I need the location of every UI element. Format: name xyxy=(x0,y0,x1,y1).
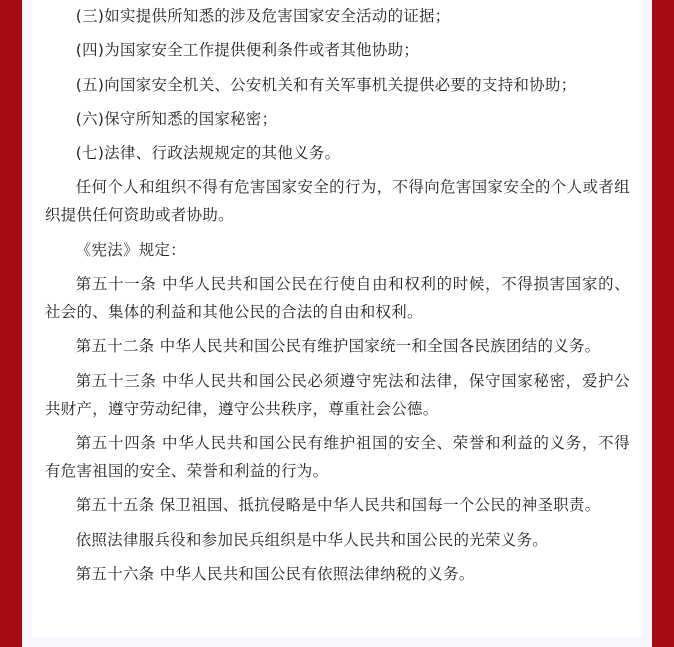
paragraph-article-51: 第五十一条 中华人民共和国公民在行使自由和权利的时候，不得损害国家的、社会的、集体的利益和其他公民的合法的自由和权利。 xyxy=(45,275,630,322)
paragraph-clause-6: (六)保守所知悉的国家秘密； xyxy=(75,109,278,128)
paragraph-prohibition: 任何个人和组织不得有危害国家安全的行为，不得向危害国家安全的个人或者组织提供任何资助或者协助。 xyxy=(45,178,630,225)
paragraph-article-56: 第五十六条 中华人民共和国公民有依照法律纳税的义务。 xyxy=(75,564,475,583)
paragraph-article-53: 第五十三条 中华人民共和国公民必须遵守宪法和法律，保守国家秘密，爱护公共财产，遵守劳动纪律，遵守公共秩序，尊重社会公德。 xyxy=(45,371,630,418)
paragraph-clause-3: (三)如实提供所知悉的涉及危害国家安全活动的证据； xyxy=(75,7,451,25)
paragraph-clause-5: (五)向国家安全机关、公安机关和有关军事机关提供必要的支持和协助； xyxy=(75,75,577,94)
paragraph-article-52: 第五十二条 中华人民共和国公民有维护国家统一和全国各民族团结的义务。 xyxy=(75,337,601,356)
article-sheet xyxy=(22,0,652,647)
paragraph-article-55: 第五十五条 保卫祖国、抵抗侵略是中华人民共和国每一个公民的神圣职责。 xyxy=(75,496,601,515)
paragraph-constitution-heading: 《宪法》规定： xyxy=(75,240,186,259)
paragraph-clause-4: (四)为国家安全工作提供便利条件或者其他协助； xyxy=(75,41,420,60)
paragraph-article-54: 第五十四条 中华人民共和国公民有维护祖国的安全、荣誉和利益的义务，不得有危害祖国的安全、荣誉和利益的行为。 xyxy=(45,433,630,480)
article-body xyxy=(32,0,642,637)
paragraph-clause-7: (七)法律、行政法规规定的其他义务。 xyxy=(75,144,341,163)
paragraph-military-service: 依照法律服兵役和参加民兵组织是中华人民共和国公民的光荣义务。 xyxy=(75,530,549,549)
